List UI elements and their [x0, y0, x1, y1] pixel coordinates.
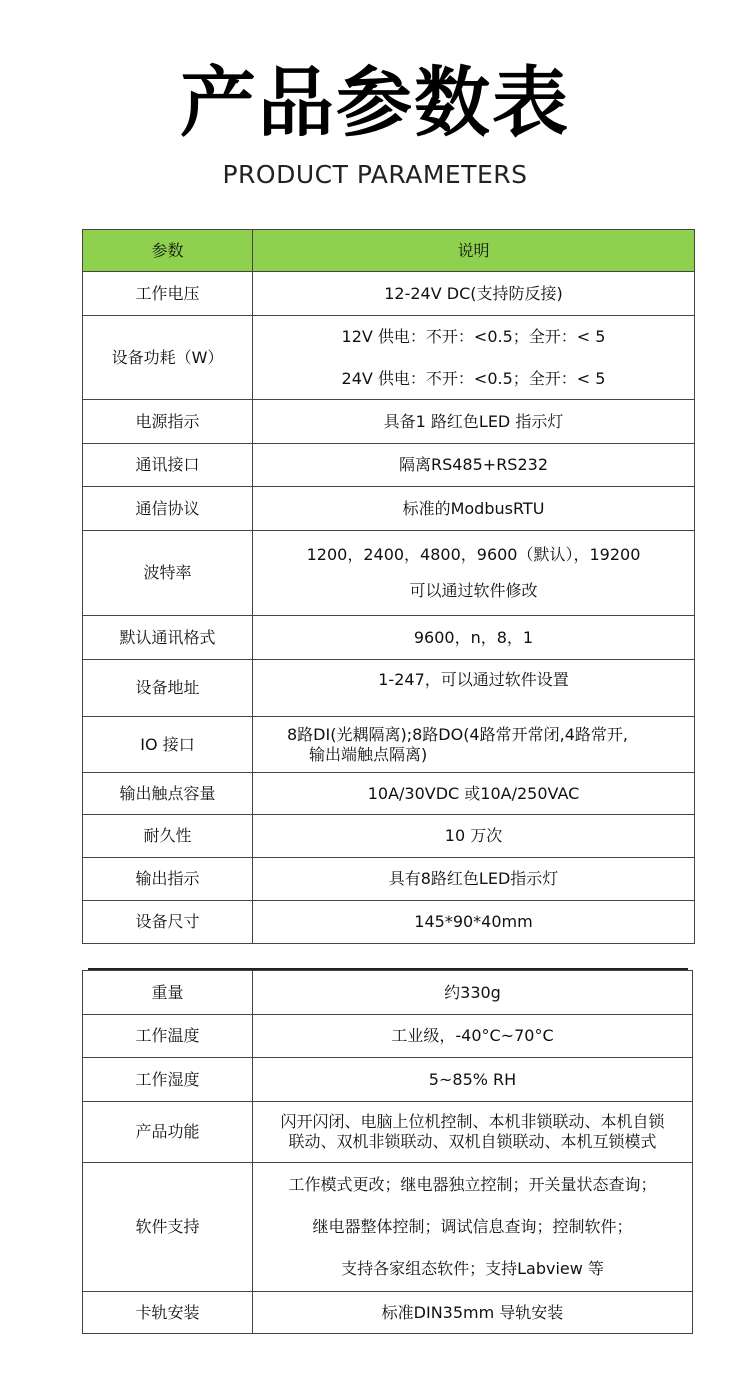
param-cell: 设备地址: [83, 660, 253, 717]
page-subtitle: PRODUCT PARAMETERS: [222, 160, 528, 189]
param-cell: 工作温度: [83, 1015, 253, 1058]
desc-cell: 12-24V DC(支持防反接): [253, 272, 695, 316]
desc-cell: 10A/30VDC 或10A/250VAC: [253, 773, 695, 815]
table-row: [83, 444, 695, 487]
desc-cell: 5~85% RH: [253, 1058, 693, 1102]
table-row: [83, 272, 695, 316]
table-row: [83, 901, 695, 944]
param-cell: 设备尺寸: [83, 901, 253, 944]
desc-line: 闪开闪闭、电脑上位机控制、本机非锁联动、本机自锁: [280, 1112, 665, 1131]
param-cell: 通信协议: [83, 487, 253, 531]
column-header-param: 参数: [83, 230, 253, 272]
param-cell: 产品功能: [83, 1102, 253, 1163]
desc-line: 1200，2400，4800，9600（默认），19200: [306, 545, 641, 564]
desc-line: 8路DI(光耦隔离);8路DO(4路常开常闭,4路常开,: [287, 724, 628, 744]
table-row: [83, 400, 695, 444]
desc-cell: 10 万次: [253, 815, 695, 858]
desc-cell: 145*90*40mm: [253, 901, 695, 944]
table-row: [83, 616, 695, 660]
desc-line: 24V 供电：不开：<0.5；全开：< 5: [341, 368, 606, 388]
desc-cell: [253, 717, 695, 773]
desc-cell: [253, 1102, 693, 1163]
table-row: [83, 1292, 693, 1334]
desc-line: 12V 供电：不开：<0.5；全开：< 5: [341, 326, 606, 346]
param-cell: 工作电压: [83, 272, 253, 316]
desc-cell: 标准DIN35mm 导轨安装: [253, 1292, 693, 1334]
desc-cell: 隔离RS485+RS232: [253, 444, 695, 487]
desc-line: 继电器整体控制；调试信息查询；控制软件；: [312, 1217, 633, 1236]
parameters-table: [82, 229, 695, 944]
column-header-desc: 说明: [253, 230, 695, 272]
table-row: [83, 773, 695, 815]
table-row: [83, 1163, 693, 1292]
table-row: [83, 815, 695, 858]
page-title: 产品参数表: [180, 58, 570, 147]
desc-line: 可以通过软件修改: [409, 581, 538, 600]
desc-cell: 标准的ModbusRTU: [253, 487, 695, 531]
desc-line: 联动、双机非锁联动、双机自锁联动、本机互锁模式: [288, 1132, 657, 1151]
table-row: [83, 717, 695, 773]
table-row: [83, 858, 695, 901]
desc-cell: 约330g: [253, 971, 693, 1015]
param-cell: 通讯接口: [83, 444, 253, 487]
table-row: [83, 1102, 693, 1163]
desc-line: 输出端触点隔离): [309, 744, 428, 764]
parameters-table-continued: [82, 970, 693, 1334]
desc-cell: 9600，n，8，1: [253, 616, 695, 660]
desc-cell: 具有8路红色LED指示灯: [253, 858, 695, 901]
param-cell: 软件支持: [83, 1163, 253, 1292]
desc-cell: 具备1 路红色LED 指示灯: [253, 400, 695, 444]
param-cell: 波特率: [83, 531, 253, 616]
table-row: [83, 487, 695, 531]
desc-cell: [253, 316, 695, 400]
table-row: [83, 971, 693, 1015]
desc-cell: 1-247，可以通过软件设置: [253, 660, 695, 717]
table-row: [83, 1015, 693, 1058]
param-cell: 电源指示: [83, 400, 253, 444]
desc-line: 支持各家组态软件；支持Labview 等: [341, 1259, 604, 1278]
table-header-row: [83, 230, 695, 272]
table-row: [83, 316, 695, 400]
table-row: [83, 531, 695, 616]
param-cell: 耐久性: [83, 815, 253, 858]
param-cell: 工作湿度: [83, 1058, 253, 1102]
param-cell: 重量: [83, 971, 253, 1015]
param-cell: 设备功耗（W）: [83, 316, 253, 400]
table-row: [83, 1058, 693, 1102]
desc-cell: 工业级，-40°C~70°C: [253, 1015, 693, 1058]
param-cell: 默认通讯格式: [83, 616, 253, 660]
param-cell: IO 接口: [83, 717, 253, 773]
param-cell: 输出触点容量: [83, 773, 253, 815]
desc-line: 工作模式更改；继电器独立控制；开关量状态查询；: [288, 1175, 657, 1194]
table-row: [83, 660, 695, 717]
desc-cell: [253, 1163, 693, 1292]
param-cell: 卡轨安装: [83, 1292, 253, 1334]
param-cell: 输出指示: [83, 858, 253, 901]
desc-cell: [253, 531, 695, 616]
